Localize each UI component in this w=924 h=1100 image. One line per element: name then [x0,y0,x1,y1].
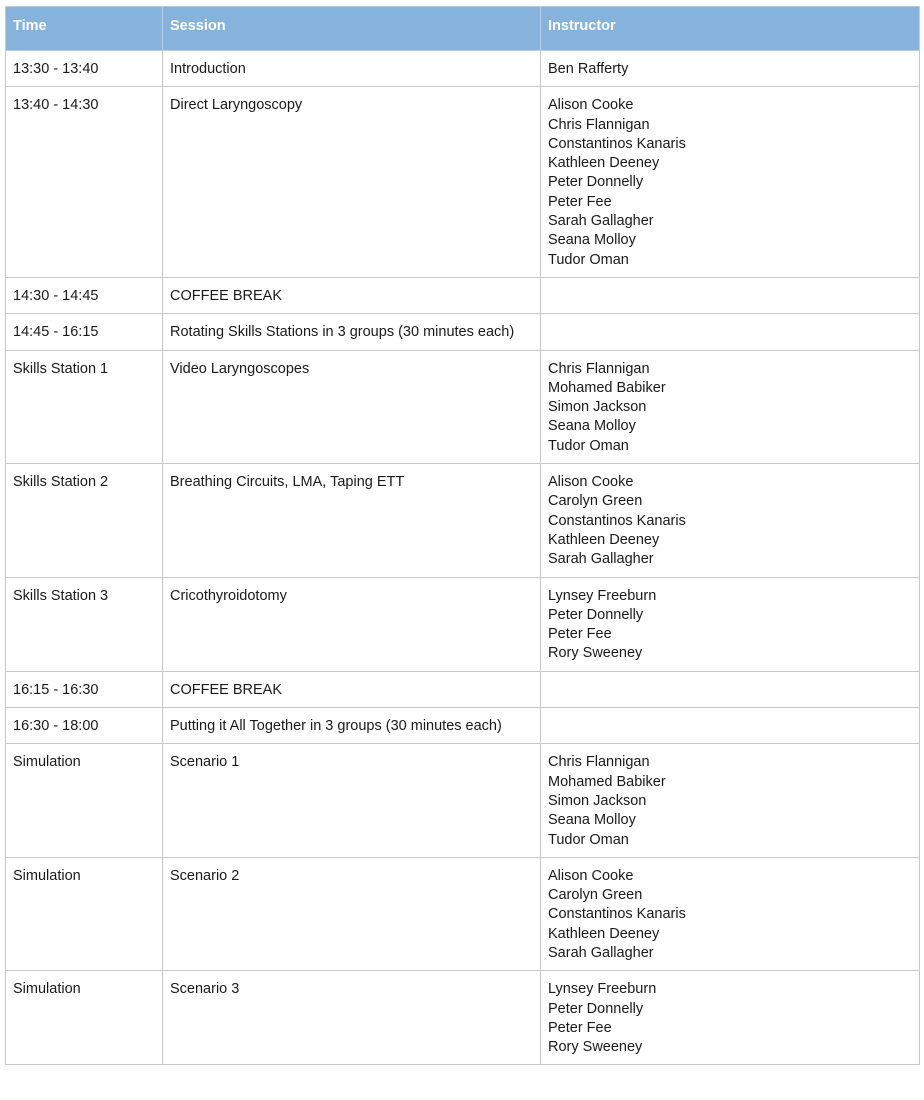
table-header [6,7,920,51]
cell-instructors [541,708,920,744]
instructor-name: Simon Jackson [548,399,647,416]
header-row [6,7,920,51]
instructor-name: Constantinos Kanaris [548,906,686,923]
instructor-name: Carolyn Green [548,493,643,510]
instructor-name: Simon Jackson [548,792,647,809]
instructor-name: Tudor Oman [548,831,629,848]
instructor-name: Lynsey Freeburn [548,587,657,604]
cell-time: Skills Station 2 [6,464,163,577]
cell-session: Introduction [163,51,541,87]
cell-session: Cricothyroidotomy [163,577,541,671]
instructor-name: Alison Cooke [548,97,634,114]
cell-time: 14:45 - 16:15 [6,314,163,350]
instructor-name: Mohamed Babiker [548,773,666,790]
instructor-name: Peter Fee [548,626,612,643]
instructor-name: Chris Flannigan [548,360,650,377]
instructor-name: Sarah Gallagher [548,551,654,568]
cell-session: Scenario 3 [163,971,541,1065]
cell-instructors [541,350,920,463]
cell-instructors [541,277,920,313]
instructor-name: Tudor Oman [548,251,629,268]
instructor-name: Peter Fee [548,193,612,210]
cell-time: Simulation [6,744,163,857]
cell-time: Skills Station 3 [6,577,163,671]
instructor-name: Mohamed Babiker [548,379,666,396]
cell-session: Video Laryngoscopes [163,350,541,463]
cell-session: COFFEE BREAK [163,671,541,707]
instructor-name: Ben Rafferty [548,61,629,77]
table-row [6,464,920,577]
table-row [6,314,920,350]
instructor-name: Lynsey Freeburn [548,981,657,998]
table-row [6,671,920,707]
instructor-name: Peter Donnelly [548,174,644,191]
cell-instructors [541,314,920,350]
cell-time: 13:30 - 13:40 [6,51,163,87]
cell-time: Simulation [6,971,163,1065]
cell-session: Rotating Skills Stations in 3 groups (30 minutes each) [163,314,541,350]
instructor-name: Carolyn Green [548,887,643,904]
cell-session: Putting it All Together in 3 groups (30 minutes each) [163,708,541,744]
cell-session: Breathing Circuits, LMA, Taping ETT [163,464,541,577]
instructor-name: Kathleen Deeney [548,925,660,942]
cell-time: 16:30 - 18:00 [6,708,163,744]
instructor-name: Kathleen Deeney [548,531,660,548]
instructor-name: Sarah Gallagher [548,944,654,961]
instructor-name: Kathleen Deeney [548,155,660,172]
instructor-name: Peter Donnelly [548,606,644,623]
cell-instructors [541,577,920,671]
instructor-name: Peter Fee [548,1019,612,1036]
cell-time: 13:40 - 14:30 [6,87,163,278]
table-row [6,350,920,463]
table-row [6,577,920,671]
cell-time: Simulation [6,857,163,970]
instructor-name: Seana Molloy [548,418,636,435]
cell-time: 14:30 - 14:45 [6,277,163,313]
cell-session: Scenario 1 [163,744,541,857]
instructor-name: Chris Flannigan [548,116,650,133]
cell-instructors [541,87,920,278]
table-body [6,51,920,1065]
table-row [6,51,920,87]
instructor-name: Constantinos Kanaris [548,512,686,529]
table-row [6,708,920,744]
table-row [6,744,920,857]
cell-instructors [541,51,920,87]
cell-instructors [541,857,920,970]
cell-instructors [541,971,920,1065]
cell-session: COFFEE BREAK [163,277,541,313]
cell-time: Skills Station 1 [6,350,163,463]
instructor-name: Alison Cooke [548,474,634,491]
column-header-session: Session [163,7,541,51]
cell-time: 16:15 - 16:30 [6,671,163,707]
instructor-name: Seana Molloy [548,812,636,829]
cell-session: Scenario 2 [163,857,541,970]
instructor-name: Constantinos Kanaris [548,135,686,152]
column-header-instructor: Instructor [541,7,920,51]
instructor-name: Rory Sweeney [548,645,643,662]
instructor-name: Tudor Oman [548,437,629,454]
instructor-name: Seana Molloy [548,232,636,249]
instructor-name: Rory Sweeney [548,1039,643,1056]
cell-instructors [541,744,920,857]
column-header-time: Time [6,7,163,51]
instructor-name: Alison Cooke [548,867,634,884]
instructor-name: Sarah Gallagher [548,213,654,230]
table-row [6,971,920,1065]
table-row [6,87,920,278]
table-row [6,857,920,970]
instructor-name: Peter Donnelly [548,1000,644,1017]
instructor-name: Chris Flannigan [548,754,650,771]
cell-instructors [541,464,920,577]
cell-session: Direct Laryngoscopy [163,87,541,278]
table-row [6,277,920,313]
schedule-table [5,6,920,1065]
cell-instructors [541,671,920,707]
